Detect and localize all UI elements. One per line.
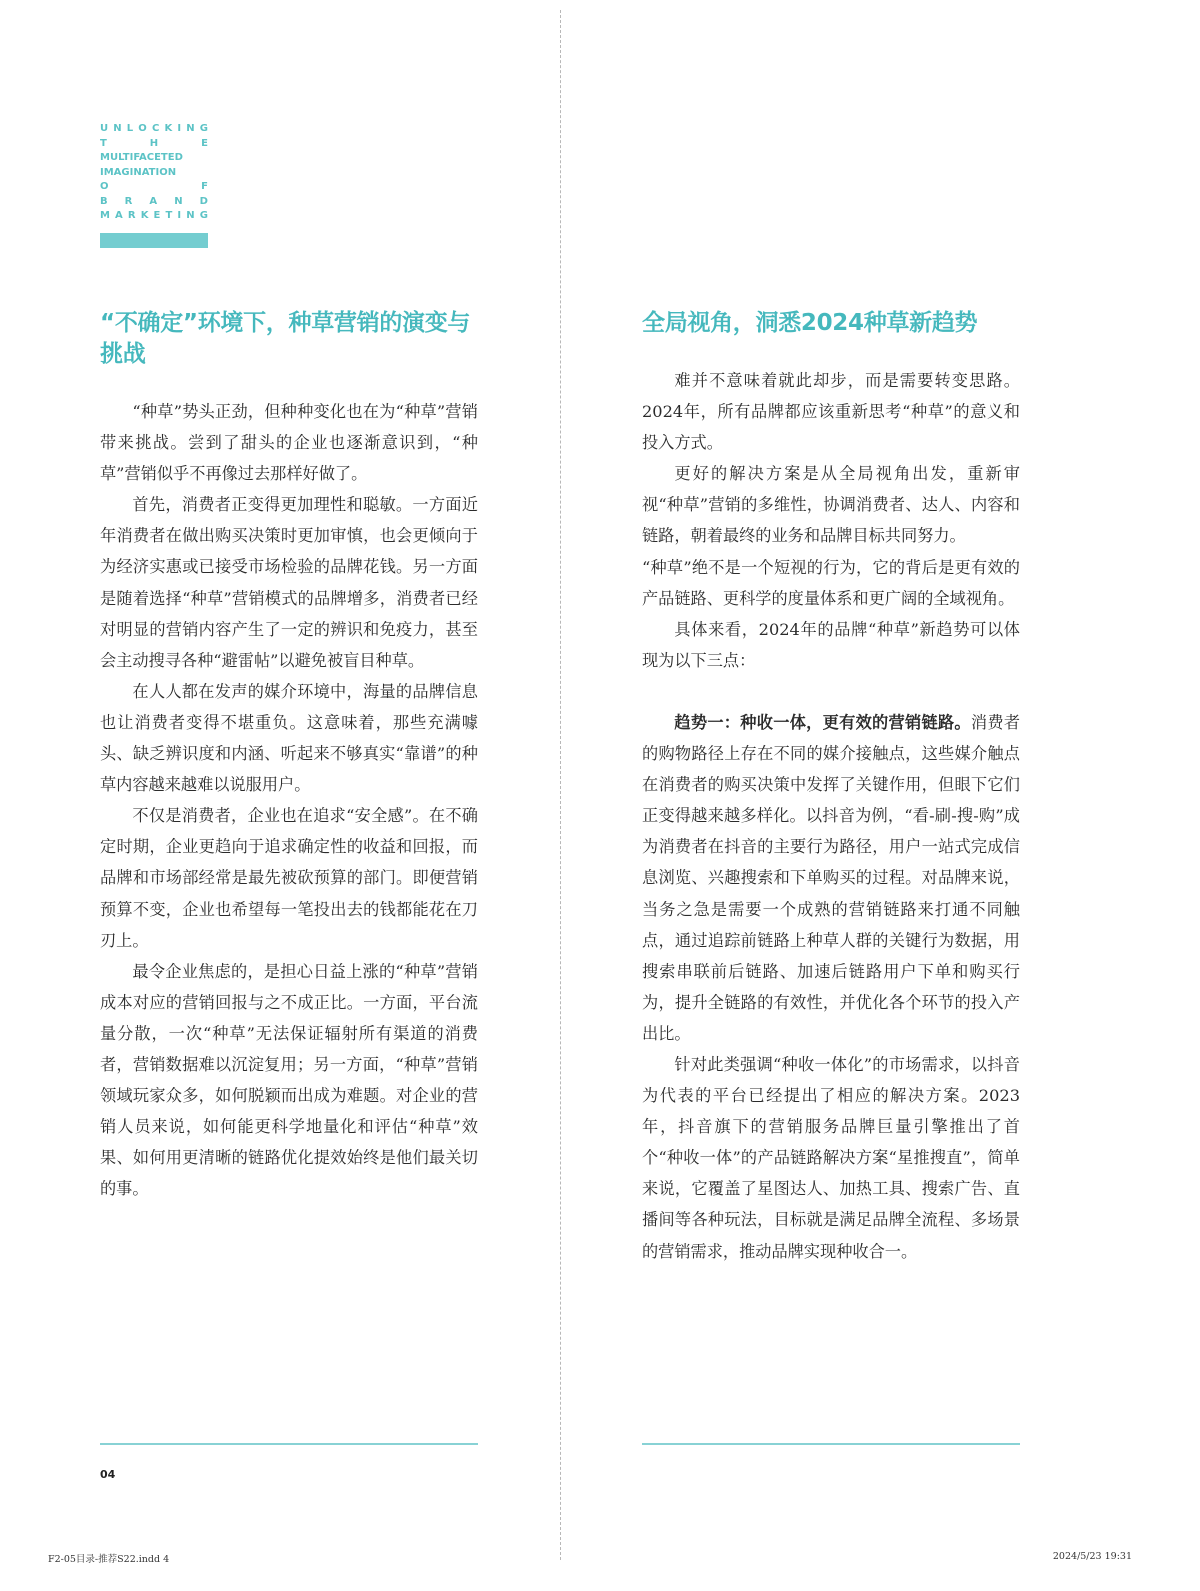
right-paragraph: 针对此类强调“种收一体化”的市场需求，以抖音为代表的平台已经提出了相应的解决方案。2023年，抖音旗下的营销服务品牌巨量引擎推出了首个“种收一体”的产品链路解决方案“星推搜直”，简单来说，它覆盖了星图达人、加热工具、搜索广告、直播间等各种玩法，目标就是满足品牌全流程、多场景的营销需求，推动品牌实现种收合一。 <box>642 1054 1020 1261</box>
logo-line <box>100 180 208 195</box>
right-paragraph: 更好的解决方案是从全局视角出发，重新审视“种草”营销的多维性，协调消费者、达人、内容和链路，朝着最终的业务和品牌目标共同努力。 <box>642 464 1020 546</box>
logo-letter: N <box>113 123 122 134</box>
page-number: 04 <box>100 1468 116 1481</box>
logo-letter: T <box>100 137 107 149</box>
logo-letter: A <box>115 210 123 221</box>
logo-letter: K <box>140 210 149 221</box>
logo-letter: A <box>149 195 158 207</box>
left-heading: “不确定”环境下，种草营销的演变与挑战 <box>100 310 471 367</box>
logo-line <box>100 166 208 181</box>
logo-letter: MULTIFACETED <box>100 152 183 163</box>
page-fold-line <box>560 10 561 1560</box>
logo-letter: R <box>124 195 133 207</box>
logo-letter: N <box>186 123 195 134</box>
logo-letter: L <box>126 123 134 134</box>
logo-letter: B <box>100 195 108 207</box>
logo-letter: E <box>153 210 161 221</box>
footer-rule-right <box>642 1443 1020 1445</box>
right-heading: 全局视角，洞悉2024种草新趋势 <box>642 310 978 336</box>
right-paragraph: 具体来看，2024年的品牌“种草”新趋势可以体现为以下三点： <box>642 619 1020 670</box>
right-paragraph: 难并不意味着就此却步，而是需要转变思路。2024年，所有品牌都应该重新思考“种草”的意义和投入方式。 <box>642 371 1020 453</box>
print-slug-file: F2-05目录-推荐S22.indd 4 <box>48 1554 170 1565</box>
left-paragraph: 在人人都在发声的媒介环境中，海量的品牌信息也让消费者变得不堪重负。这意味着，那些充满噱头、缺乏辨识度和内涵、听起来不够真实“靠谱”的种草内容越来越难以说服用户。 <box>100 681 478 795</box>
logo-letter: N <box>186 210 195 221</box>
logo-letter: O <box>100 181 109 192</box>
logo-letter: O <box>138 123 147 134</box>
logo-line <box>100 122 208 137</box>
logo-letter: H <box>149 137 159 149</box>
trend-body: 消费者的购物路径上存在不同的媒介接触点，这些媒介触点在消费者的购买决策中发挥了关键作用，但眼下它们正变得越来越多样化。以抖音为例，“看-刷-搜-购”成为消费者在抖音的主要行为路径，用户一站式完成信息浏览、兴趣搜索和下单购买的过程。对品牌来说，当务之急是需要一个成熟的营销链路来打通不同触点，通过追踪前链路上种草人群的关键行为数据，用搜索串联前后链路、加速后链路用户下单和购买行为，提升全链路的有效性，并优化各个环节的投入产出比。 <box>642 712 1021 1043</box>
logo-letter: G <box>199 123 208 134</box>
logo-letter: D <box>199 195 208 207</box>
logo-letter: C <box>151 123 160 134</box>
trend-title: 趋势一：种收一体，更有效的营销链路。 <box>674 712 971 732</box>
logo-line <box>100 195 208 210</box>
logo-letter: G <box>199 210 208 221</box>
logo-letter: N <box>174 195 183 207</box>
logo-letter: I <box>177 123 182 134</box>
right-column <box>642 365 1020 1267</box>
left-paragraph: “种草”势头正劲，但种种变化也在为“种草”营销带来挑战。尝到了甜头的企业也逐渐意识到，“种草”营销似乎不再像过去那样好做了。 <box>100 402 478 484</box>
logo-letter: R <box>127 210 136 221</box>
trend-paragraph <box>642 707 1020 1049</box>
logo-line <box>100 137 208 152</box>
logo-letter: U <box>100 123 109 134</box>
left-paragraph: 首先，消费者正变得更加理性和聪敏。一方面近年消费者在做出购买决策时更加审慎，也会更倾向于为经济实惠或已接受市场检验的品牌花钱。另一方面是随着选择“种草”营销模式的品牌增多，消费者已经对明显的营销内容产生了一定的辨识和免疫力，甚至会主动搜寻各种“避雷帖”以避免被盲目种草。 <box>100 495 478 670</box>
left-paragraph: 不仅是消费者，企业也在追求“安全感”。在不确定时期，企业更趋向于追求确定性的收益和回报，而品牌和市场部经常是最先被砍预算的部门。即便营销预算不变，企业也希望每一笔投出去的钱都能花在刀刃上。 <box>100 806 478 950</box>
logo-letter: M <box>100 210 110 221</box>
footer-rule-left <box>100 1443 478 1445</box>
logo-letter: I <box>177 210 182 221</box>
logo-letter: E <box>201 137 208 149</box>
right-paragraph: “种草”绝不是一个短视的行为，它的背后是更有效的产品链路、更科学的度量体系和更广阔的全域视角。 <box>642 557 1020 608</box>
logo-bar <box>100 233 208 248</box>
print-slug-date: 2024/5/23 19:31 <box>1052 1551 1132 1562</box>
logo-line <box>100 151 208 166</box>
logo-letter: F <box>201 181 208 192</box>
left-column <box>100 396 478 1204</box>
logo-letter: K <box>164 123 173 134</box>
brand-logo <box>100 122 208 224</box>
left-paragraph: 最令企业焦虑的，是担心日益上涨的“种草”营销成本对应的营销回报与之不成正比。一方面，平台流量分散，一次“种草”无法保证辐射所有渠道的消费者，营销数据难以沉淀复用；另一方面，“种草”营销领域玩家众多，如何脱颖而出成为难题。对企业的营销人员来说，如何能更科学地量化和评估“种草”效果、如何用更清晰的链路优化提效始终是他们最关切的事。 <box>100 961 478 1199</box>
logo-line <box>100 209 208 224</box>
logo-letter: T <box>165 210 173 221</box>
logo-letter: IMAGINATION <box>100 166 177 178</box>
